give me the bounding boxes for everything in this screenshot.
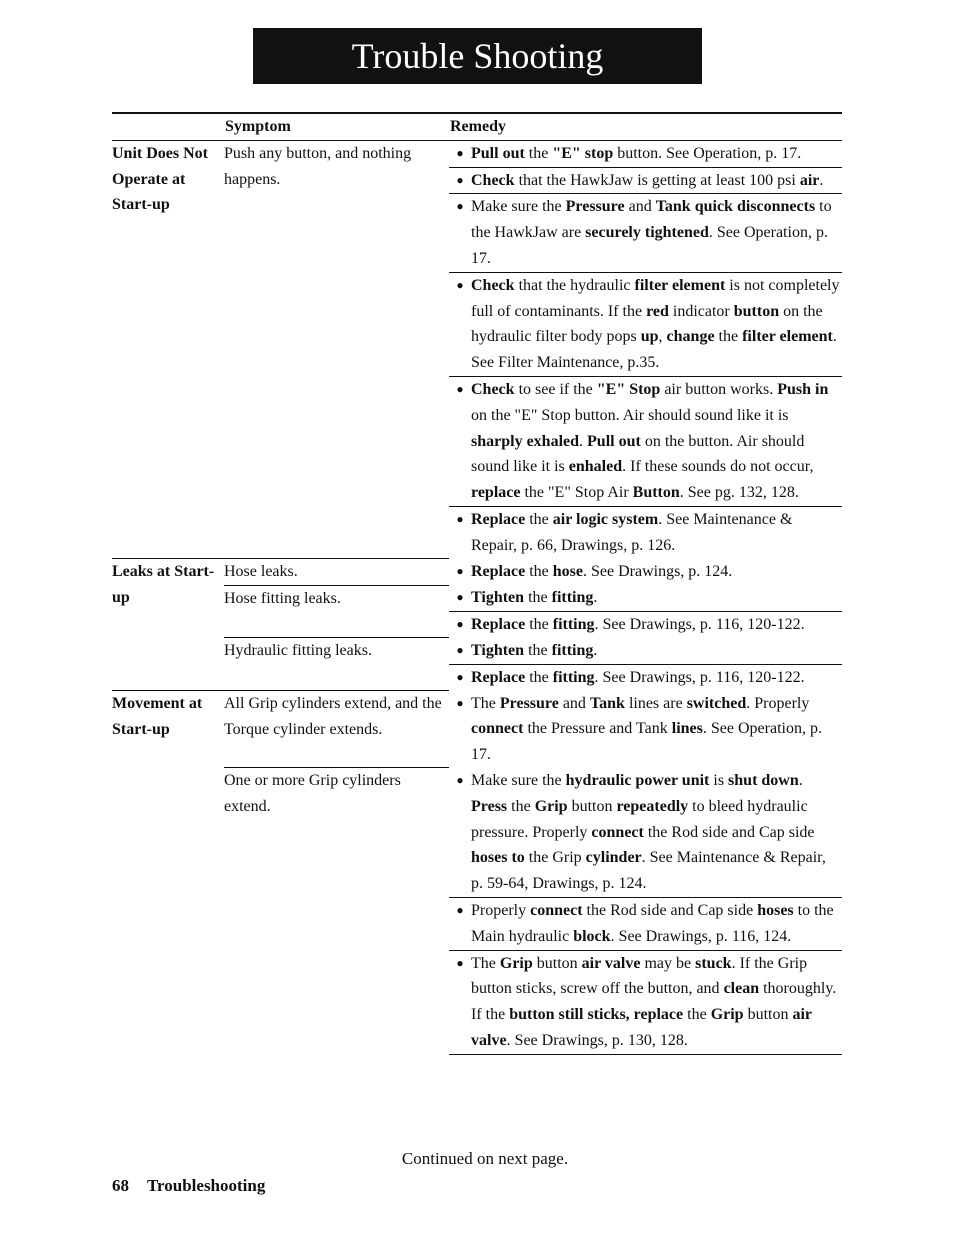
bullet-icon: ●: [456, 145, 464, 160]
page-footer: [112, 1176, 265, 1196]
problem-cell: Movement at Start-up: [112, 691, 224, 1055]
remedy-text: Pull out the "E" stop button. See Operation, p. 17.: [471, 144, 802, 162]
problem-header: [112, 113, 224, 140]
remedy-cell: [449, 950, 842, 1054]
remedy-cell: [449, 272, 842, 376]
remedy-item: [449, 168, 842, 194]
symptom-cell: Hydraulic fitting leaks.: [224, 638, 449, 691]
remedy-item: [449, 273, 842, 376]
remedy-header: Remedy: [449, 113, 842, 140]
remedy-cell: [449, 768, 842, 897]
bullet-icon: ●: [456, 563, 464, 578]
bullet-icon: ●: [456, 902, 464, 917]
symptom-cell: Hose fitting leaks.: [224, 585, 449, 638]
remedy-text: Replace the air logic system. See Maintenance & Repair, p. 66, Drawings, p. 126.: [471, 510, 793, 554]
bullet-icon: ●: [456, 695, 464, 710]
remedy-item: [449, 898, 842, 950]
symptom-cell: Push any button, and nothing happens.: [224, 140, 449, 558]
page-number: 68: [112, 1176, 129, 1195]
continued-note: Continued on next page.: [401, 1149, 569, 1168]
remedy-cell: [449, 585, 842, 611]
remedy-cell: [449, 506, 842, 558]
problem-cell: Leaks at Start-up: [112, 559, 224, 691]
remedy-item: [449, 377, 842, 506]
bullet-icon: ●: [456, 172, 464, 187]
table-row: [112, 559, 842, 586]
symptom-cell: One or more Grip cylinders extend.: [224, 768, 449, 1054]
troubleshooting-table: [112, 112, 842, 1055]
section-name: Troubleshooting: [146, 1176, 266, 1195]
remedy-cell: [449, 612, 842, 638]
remedy-cell: [449, 638, 842, 664]
remedy-cell: [449, 140, 842, 167]
table-row: [112, 691, 842, 768]
remedy-text: Properly connect the Rod side and Cap side hoses to the Main hydraulic block. See Drawings, p. 116, 124.: [471, 901, 834, 945]
remedy-item: [449, 194, 842, 271]
bullet-icon: ●: [456, 590, 464, 605]
page-title: Trouble Shooting: [253, 28, 702, 84]
bullet-icon: ●: [456, 381, 464, 396]
bullet-icon: ●: [456, 955, 464, 970]
remedy-cell: [449, 897, 842, 950]
remedy-text: Replace the fitting. See Drawings, p. 116, 120-122.: [471, 668, 805, 686]
symptom-cell: Hose leaks.: [224, 559, 449, 586]
table-body: [112, 140, 842, 1054]
remedy-item: [449, 612, 842, 638]
remedy-cell: [449, 691, 842, 768]
remedy-cell: [449, 559, 842, 586]
bullet-icon: ●: [456, 511, 464, 526]
remedy-cell: [449, 167, 842, 194]
remedy-text: Tighten the fitting.: [471, 589, 598, 607]
remedy-text: Check to see if the "E" Stop air button works. Push in on the "E" Stop button. Air should sound like it is sharply exhaled. Pull out on the button. Air should sound like it is enhaled. If these sounds do not occur, replace the "E" Stop Air Button. See pg. 132, 128.: [471, 380, 829, 502]
remedy-text: Check that the hydraulic filter element is not completely full of contaminants. If the red indicator button on the hydraulic filter body pops up, change the filter element. See Filter Maintenance, p.35.: [471, 276, 840, 372]
table-row: [112, 140, 842, 167]
remedy-text: Replace the hose. See Drawings, p. 124.: [471, 562, 733, 580]
remedy-cell: [449, 194, 842, 272]
bullet-icon: ●: [456, 669, 464, 684]
remedy-item: [449, 951, 842, 1054]
remedy-text: Check that the HawkJaw is getting at least 100 psi air.: [471, 171, 824, 189]
remedy-text: Tighten the fitting.: [471, 641, 598, 659]
remedy-item: [449, 559, 842, 585]
bullet-icon: ●: [456, 617, 464, 632]
remedy-text: The Pressure and Tank lines are switched. Properly connect the Pressure and Tank lines. See Operation, p. 17.: [471, 694, 822, 764]
problem-cell: Unit Does Not Operate at Start-up: [112, 140, 224, 558]
symptom-cell: All Grip cylinders extend, and the Torque cylinder extends.: [224, 691, 449, 768]
remedy-item: [449, 585, 842, 611]
remedy-item: [449, 141, 842, 167]
bullet-icon: ●: [456, 642, 464, 657]
remedy-item: [449, 638, 842, 664]
remedy-item: [449, 768, 842, 897]
remedy-item: [449, 665, 842, 691]
symptom-header: Symptom: [224, 113, 449, 140]
remedy-text: Replace the fitting. See Drawings, p. 116, 120-122.: [471, 616, 805, 634]
remedy-cell: [449, 376, 842, 506]
remedy-text: The Grip button air valve may be stuck. If the Grip button sticks, screw off the button, and clean thoroughly. If the button still sticks, replace the Grip button air valve. See Drawings, p. 130, 128.: [471, 954, 837, 1049]
bullet-icon: ●: [456, 772, 464, 787]
remedy-text: Make sure the hydraulic power unit is shut down. Press the Grip button repeatedly to bleed hydraulic pressure. Properly connect the Rod side and Cap side hoses to the Grip cylinder. See Maintenance & Repair, p. 59-64, Drawings, p. 124.: [471, 771, 826, 893]
remedy-item: [449, 507, 842, 559]
remedy-item: [449, 691, 842, 768]
bullet-icon: ●: [456, 199, 464, 214]
table-header-row: [112, 113, 842, 140]
bullet-icon: ●: [456, 277, 464, 292]
remedy-cell: [449, 664, 842, 690]
remedy-text: Make sure the Pressure and Tank quick disconnects to the HawkJaw are securely tightened. See Operation, p. 17.: [471, 198, 832, 267]
